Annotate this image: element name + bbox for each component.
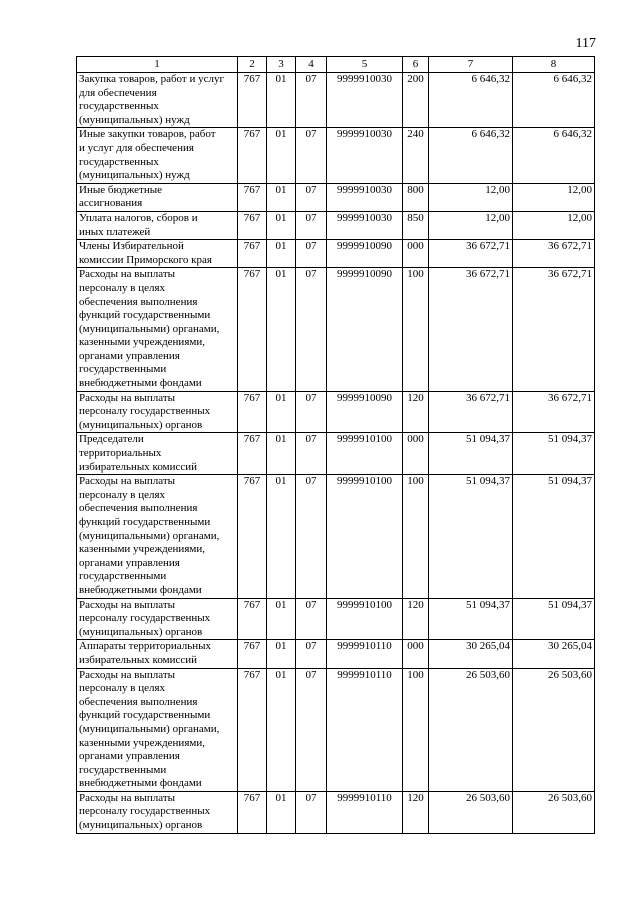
row-col2-cell: 767 xyxy=(238,391,267,433)
row-col6-cell: 000 xyxy=(403,433,429,475)
row-name-text: Иные закупки товаров, работ и услуг для обеспечения государственных (муниципальных) нужд xyxy=(79,128,216,182)
row-col4-cell: 07 xyxy=(296,183,327,211)
page-number: 117 xyxy=(575,36,596,51)
table-row xyxy=(77,640,595,668)
table-row xyxy=(77,73,595,128)
row-col5-cell: 9999910090 xyxy=(327,391,403,433)
row-col7-cell: 12,00 xyxy=(429,211,513,239)
row-col5-cell: 9999910100 xyxy=(327,433,403,475)
row-col5-cell: 9999910030 xyxy=(327,128,403,183)
row-col8-cell: 6 646,32 xyxy=(513,73,595,128)
row-col8-cell: 36 672,71 xyxy=(513,268,595,391)
row-name-cell xyxy=(77,791,238,833)
header-col-7: 7 xyxy=(429,57,513,73)
row-col6-cell: 100 xyxy=(403,668,429,791)
row-col7-cell: 36 672,71 xyxy=(429,391,513,433)
row-col5-cell: 9999910090 xyxy=(327,240,403,268)
row-col2-cell: 767 xyxy=(238,73,267,128)
header-col-2: 2 xyxy=(238,57,267,73)
table-row xyxy=(77,128,595,183)
row-col6-cell: 200 xyxy=(403,73,429,128)
row-name-text: Закупка товаров, работ и услуг для обеспечения государственных (муниципальных) нужд xyxy=(79,73,224,126)
row-col2-cell: 767 xyxy=(238,433,267,475)
row-col5-cell: 9999910030 xyxy=(327,73,403,128)
row-col7-cell: 26 503,60 xyxy=(429,791,513,833)
row-col7-cell: 6 646,32 xyxy=(429,128,513,183)
row-col4-cell: 07 xyxy=(296,268,327,391)
row-name-text: Уплата налогов, сборов и иных платежей xyxy=(79,211,198,238)
row-col5-cell: 9999910090 xyxy=(327,268,403,391)
row-name-cell xyxy=(77,433,238,475)
row-col3-cell: 01 xyxy=(267,668,296,791)
row-col5-cell: 9999910030 xyxy=(327,211,403,239)
row-col4-cell: 07 xyxy=(296,240,327,268)
row-col3-cell: 01 xyxy=(267,598,296,640)
table-header xyxy=(77,57,595,73)
row-col4-cell: 07 xyxy=(296,128,327,183)
row-col5-cell: 9999910100 xyxy=(327,475,403,598)
row-col6-cell: 100 xyxy=(403,268,429,391)
header-col-5: 5 xyxy=(327,57,403,73)
row-col4-cell: 07 xyxy=(296,433,327,475)
row-col3-cell: 01 xyxy=(267,268,296,391)
row-col5-cell: 9999910110 xyxy=(327,791,403,833)
table-row xyxy=(77,240,595,268)
table-row xyxy=(77,668,595,791)
row-col8-cell: 6 646,32 xyxy=(513,128,595,183)
row-col4-cell: 07 xyxy=(296,211,327,239)
row-col7-cell: 51 094,37 xyxy=(429,475,513,598)
row-name-cell xyxy=(77,240,238,268)
table-row xyxy=(77,211,595,239)
table-row xyxy=(77,791,595,833)
row-col6-cell: 120 xyxy=(403,391,429,433)
header-col-1: 1 xyxy=(77,57,238,73)
row-col6-cell: 240 xyxy=(403,128,429,183)
row-col4-cell: 07 xyxy=(296,475,327,598)
row-name-text: Расходы на выплаты персоналу государственных (муниципальных) органов xyxy=(79,391,211,431)
row-col4-cell: 07 xyxy=(296,73,327,128)
row-name-text: Расходы на выплаты персоналу государственных (муниципальных) органов xyxy=(79,598,211,638)
row-name-cell xyxy=(77,598,238,640)
row-name-text: Расходы на выплаты персоналу в целях обеспечения выполнения функций государственными (муниципальными) органами, казенными учреждениями, органами управления государственными внебюджетными фондами xyxy=(79,475,220,596)
row-col5-cell: 9999910030 xyxy=(327,183,403,211)
row-col8-cell: 36 672,71 xyxy=(513,391,595,433)
row-col6-cell: 850 xyxy=(403,211,429,239)
row-col8-cell: 36 672,71 xyxy=(513,240,595,268)
row-col2-cell: 767 xyxy=(238,475,267,598)
row-col7-cell: 30 265,04 xyxy=(429,640,513,668)
row-col3-cell: 01 xyxy=(267,73,296,128)
row-col3-cell: 01 xyxy=(267,640,296,668)
row-col4-cell: 07 xyxy=(296,391,327,433)
row-name-cell xyxy=(77,268,238,391)
row-col3-cell: 01 xyxy=(267,128,296,183)
row-col8-cell: 12,00 xyxy=(513,183,595,211)
row-col2-cell: 767 xyxy=(238,211,267,239)
row-col6-cell: 000 xyxy=(403,240,429,268)
row-name-cell xyxy=(77,391,238,433)
row-col3-cell: 01 xyxy=(267,211,296,239)
row-col7-cell: 51 094,37 xyxy=(429,598,513,640)
row-col7-cell: 36 672,71 xyxy=(429,240,513,268)
table-row xyxy=(77,475,595,598)
header-col-3: 3 xyxy=(267,57,296,73)
row-col8-cell: 12,00 xyxy=(513,211,595,239)
row-name-cell xyxy=(77,640,238,668)
row-col7-cell: 51 094,37 xyxy=(429,433,513,475)
row-name-text: Расходы на выплаты персоналу в целях обеспечения выполнения функций государственными (муниципальными) органами, казенными учреждениями, органами управления государственными внебюджетными фондами xyxy=(79,668,220,790)
row-col7-cell: 26 503,60 xyxy=(429,668,513,791)
header-col-8: 8 xyxy=(513,57,595,73)
row-col3-cell: 01 xyxy=(267,183,296,211)
row-name-text: Аппараты территориальных избирательных комиссий xyxy=(79,640,212,666)
row-col2-cell: 767 xyxy=(238,668,267,791)
table-row xyxy=(77,598,595,640)
row-col3-cell: 01 xyxy=(267,433,296,475)
row-col2-cell: 767 xyxy=(238,268,267,391)
row-col4-cell: 07 xyxy=(296,640,327,668)
row-col7-cell: 36 672,71 xyxy=(429,268,513,391)
row-name-cell xyxy=(77,668,238,791)
row-col5-cell: 9999910110 xyxy=(327,668,403,791)
table-row xyxy=(77,268,595,391)
row-col3-cell: 01 xyxy=(267,791,296,833)
row-col4-cell: 07 xyxy=(296,598,327,640)
row-col3-cell: 01 xyxy=(267,391,296,433)
table-body xyxy=(77,73,595,834)
row-col6-cell: 800 xyxy=(403,183,429,211)
row-name-text: Расходы на выплаты персоналу в целях обеспечения выполнения функций государственными (муниципальными) органами, казенными учреждениями, органами управления государственными внебюджетными фондами xyxy=(79,268,220,390)
row-name-text: Расходы на выплаты персоналу государственных (муниципальных) органов xyxy=(79,791,211,832)
header-col-6: 6 xyxy=(403,57,429,73)
row-col6-cell: 100 xyxy=(403,475,429,598)
row-col6-cell: 000 xyxy=(403,640,429,668)
row-col6-cell: 120 xyxy=(403,598,429,640)
row-name-cell xyxy=(77,183,238,211)
table-row xyxy=(77,433,595,475)
row-name-cell xyxy=(77,475,238,598)
row-name-cell xyxy=(77,211,238,239)
row-name-text: Иные бюджетные ассигнования xyxy=(79,183,163,210)
row-col2-cell: 767 xyxy=(238,791,267,833)
row-col4-cell: 07 xyxy=(296,668,327,791)
row-col8-cell: 51 094,37 xyxy=(513,598,595,640)
budget-table xyxy=(76,56,595,834)
row-col2-cell: 767 xyxy=(238,640,267,668)
table-row xyxy=(77,391,595,433)
row-col6-cell: 120 xyxy=(403,791,429,833)
row-col8-cell: 26 503,60 xyxy=(513,791,595,833)
row-name-cell xyxy=(77,73,238,128)
table-row xyxy=(77,183,595,211)
row-col8-cell: 51 094,37 xyxy=(513,433,595,475)
row-name-text: Члены Избирательной комиссии Приморского края xyxy=(79,240,212,266)
row-col8-cell: 51 094,37 xyxy=(513,475,595,598)
header-col-4: 4 xyxy=(296,57,327,73)
row-col2-cell: 767 xyxy=(238,128,267,183)
row-col2-cell: 767 xyxy=(238,240,267,268)
row-col2-cell: 767 xyxy=(238,183,267,211)
row-col3-cell: 01 xyxy=(267,475,296,598)
row-col8-cell: 30 265,04 xyxy=(513,640,595,668)
row-col5-cell: 9999910100 xyxy=(327,598,403,640)
row-col7-cell: 12,00 xyxy=(429,183,513,211)
row-col4-cell: 07 xyxy=(296,791,327,833)
row-name-text: Председатели территориальных избирательных комиссий xyxy=(79,433,197,473)
row-col8-cell: 26 503,60 xyxy=(513,668,595,791)
row-col5-cell: 9999910110 xyxy=(327,640,403,668)
row-col7-cell: 6 646,32 xyxy=(429,73,513,128)
row-col2-cell: 767 xyxy=(238,598,267,640)
row-col3-cell: 01 xyxy=(267,240,296,268)
row-name-cell xyxy=(77,128,238,183)
header-row xyxy=(77,57,595,73)
